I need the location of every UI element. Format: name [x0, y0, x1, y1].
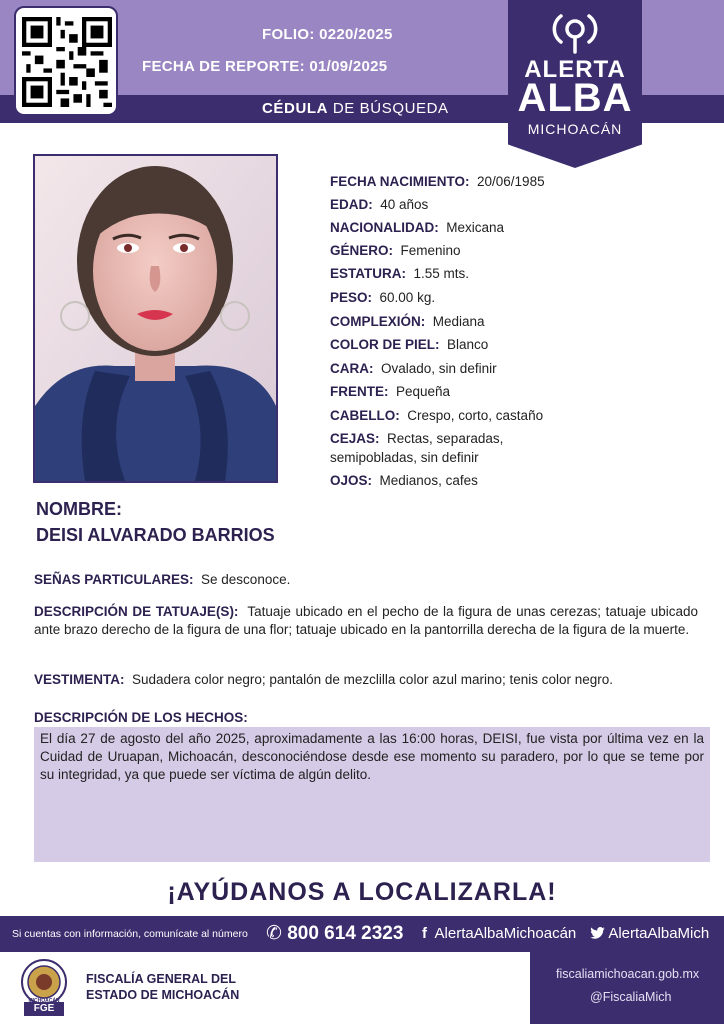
vestimenta-label: VESTIMENTA:	[34, 672, 125, 687]
detail-cejas	[330, 431, 503, 446]
person-portrait-image	[35, 156, 276, 481]
folio-number: FOLIO: 0220/2025	[262, 26, 393, 43]
facebook-handle: AlertaAlbaMichoacán	[434, 925, 577, 942]
missing-person-photo	[33, 154, 278, 483]
footer-web-panel	[530, 952, 724, 1024]
detail-cejas-cont	[330, 450, 479, 465]
hechos-description: El día 27 de agosto del año 2025, aproximadamente a las 16:00 horas, DEISI, fue vista por última vez en la Cuidad de Uruapan, Michoacán, desconociéndose desde ese momento su paradero, por lo que se teme por su integridad, ya que puede ser víctima de algún delito.	[34, 727, 710, 862]
detail-value: Crespo, corto, castaño	[407, 408, 544, 423]
detail-label: COLOR DE PIEL:	[330, 337, 440, 352]
seal-small-text: MICHOACÁN	[28, 998, 60, 1004]
detail-cabello	[330, 408, 543, 423]
tatuajes-label: DESCRIPCIÓN DE TATUAJE(S):	[34, 604, 239, 619]
detail-value: 1.55 mts.	[413, 266, 470, 281]
name-label: NOMBRE:	[36, 499, 122, 519]
detail-label: CARA:	[330, 361, 374, 376]
fge-name-line2: ESTADO DE MICHOACÁN	[86, 988, 240, 1002]
seal-text: FGE	[33, 1003, 55, 1014]
detail-label: CEJAS:	[330, 431, 380, 446]
detail-value: Rectas, separadas,	[387, 431, 504, 446]
detail-value: semipobladas, sin definir	[330, 450, 479, 465]
senas-value: Se desconoce.	[201, 572, 291, 587]
detail-label: NACIONALIDAD:	[330, 220, 439, 235]
facebook-link[interactable]	[422, 925, 576, 942]
detail-color-piel	[330, 337, 488, 352]
detail-complexion	[330, 314, 485, 329]
call-to-action: ¡AYÚDANOS A LOCALIZARLA!	[167, 878, 557, 906]
social-handle-link[interactable]: @FiscaliaMich	[590, 990, 672, 1004]
detail-peso	[330, 290, 435, 305]
detail-value: 20/06/1985	[477, 174, 545, 189]
qr-code[interactable]	[14, 6, 118, 116]
logo-line3: MICHOACÁN	[527, 121, 623, 137]
alerta-alba-logo	[508, 0, 642, 168]
detail-label: OJOS:	[330, 473, 373, 488]
tatuajes-value: Tatuaje ubicado en el pecho de la figura de unas cerezas; tatuaje ubicado ante brazo derecho de la figura de una flor; tatuaje ubicado en la pantorrilla derecha de la figura de la muerte.	[34, 604, 698, 637]
vestimenta-section	[34, 671, 698, 689]
detail-value: 40 años	[380, 197, 429, 212]
detail-label: EDAD:	[330, 197, 373, 212]
document-title	[262, 100, 449, 117]
detail-cara	[330, 361, 497, 376]
document-title-bold: CÉDULA	[262, 100, 329, 117]
fge-seal-logo	[16, 958, 72, 1018]
detail-label: CABELLO:	[330, 408, 400, 423]
detail-value: Mediana	[432, 314, 485, 329]
detail-frente	[330, 384, 450, 399]
twitter-link[interactable]	[590, 925, 709, 942]
detail-edad	[330, 197, 428, 212]
phone-number-text: 800 614 2323	[287, 923, 404, 944]
detail-label: PESO:	[330, 290, 373, 305]
detail-value: Femenino	[400, 243, 461, 258]
detail-label: COMPLEXIÓN:	[330, 314, 426, 329]
detail-label: FRENTE:	[330, 384, 389, 399]
senas-label: SEÑAS PARTICULARES:	[34, 572, 194, 587]
facebook-icon: f	[422, 925, 427, 942]
website-link[interactable]: fiscaliamichoacan.gob.mx	[556, 967, 700, 981]
contact-text: Si cuentas con información, comunícate al número	[12, 928, 248, 940]
document-title-rest: DE BÚSQUEDA	[328, 100, 449, 117]
hechos-label: DESCRIPCIÓN DE LOS HECHOS:	[34, 710, 248, 725]
vestimenta-value: Sudadera color negro; pantalón de mezclilla color azul marino; tenis color negro.	[132, 672, 614, 687]
detail-value: Pequeña	[396, 384, 451, 399]
detail-label: ESTATURA:	[330, 266, 406, 281]
fge-name-line1: FISCALÍA GENERAL DEL	[86, 972, 237, 986]
detail-label: FECHA NACIMIENTO:	[330, 174, 470, 189]
report-date: FECHA DE REPORTE: 01/09/2025	[142, 58, 388, 75]
detail-value: 60.00 kg.	[379, 290, 436, 305]
logo-line1: ALERTA	[524, 56, 626, 83]
detail-genero	[330, 243, 461, 258]
detail-value: Medianos, cafes	[379, 473, 478, 488]
phone-number[interactable]	[266, 922, 403, 945]
logo-line2: ALBA	[517, 76, 633, 120]
detail-nacionalidad	[330, 220, 504, 235]
detail-value: Blanco	[447, 337, 489, 352]
detail-fecha-nacimiento	[330, 174, 545, 189]
detail-value: Ovalado, sin definir	[381, 361, 497, 376]
detail-value: Mexicana	[446, 220, 505, 235]
tatuajes-section	[34, 603, 698, 638]
phone-icon: ✆	[266, 923, 282, 944]
twitter-handle: AlertaAlbaMich	[608, 925, 710, 942]
detail-label: GÉNERO:	[330, 243, 394, 258]
twitter-bird-icon	[590, 927, 605, 939]
qr-code-icon	[22, 14, 112, 110]
senas-section	[34, 571, 698, 589]
detail-estatura	[330, 266, 469, 281]
person-name: DEISI ALVARADO BARRIOS	[36, 525, 275, 545]
detail-ojos	[330, 473, 478, 488]
